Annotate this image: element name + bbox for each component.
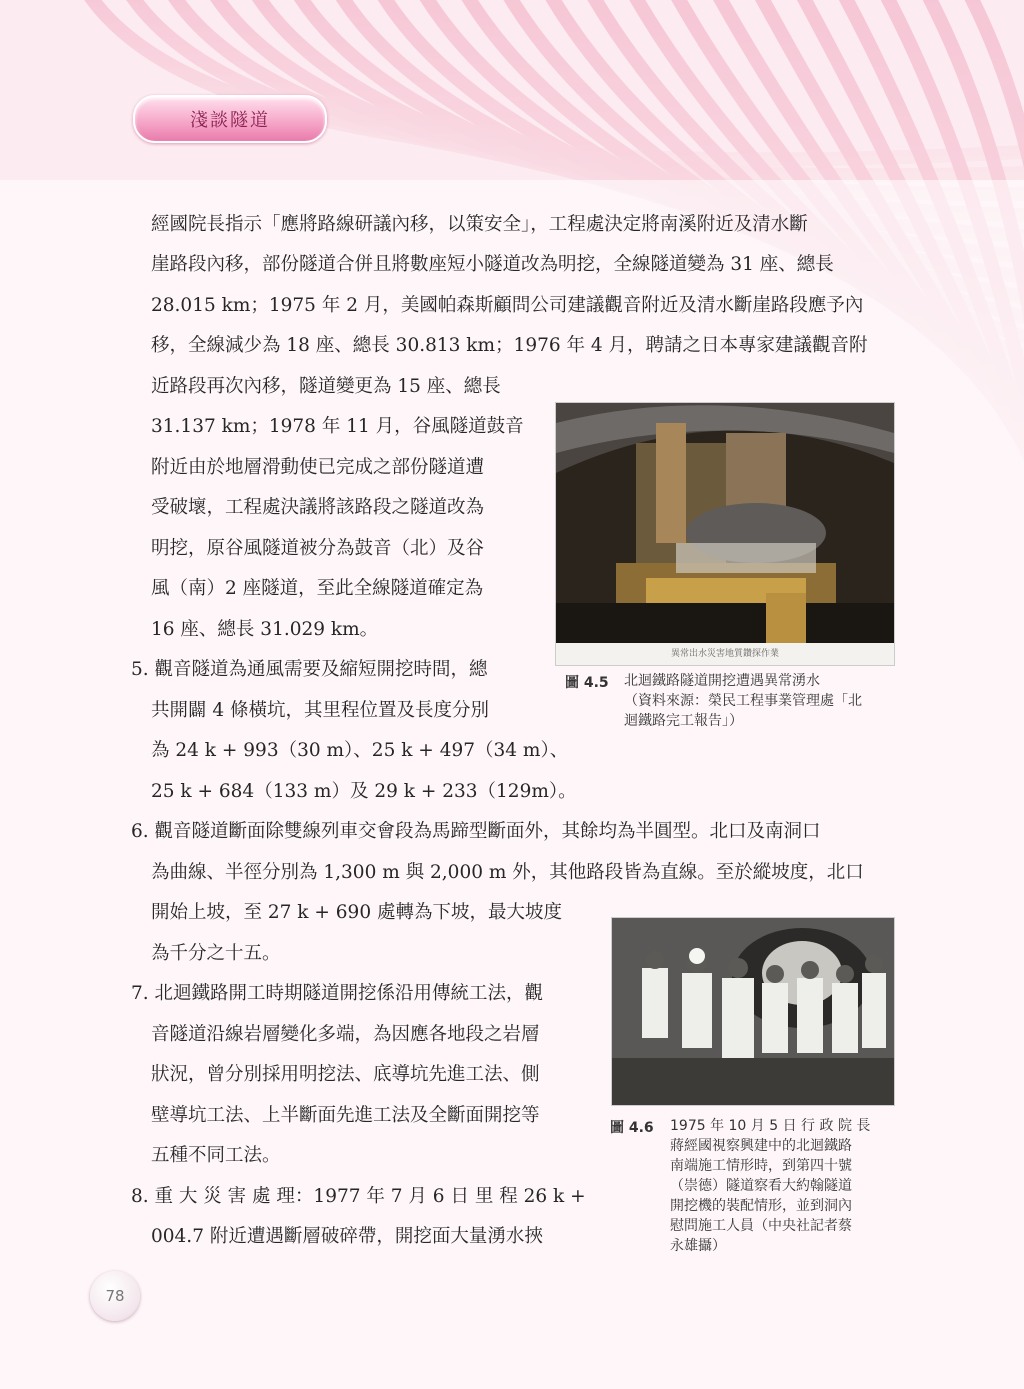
body-line: 25 k + 684（133 m）及 29 k + 233（129m）。	[151, 781, 577, 802]
caption-line: 蔣經國視察興建中的北迴鐵路	[670, 1138, 852, 1154]
body-line: 16 座、總長 31.029 km。	[151, 619, 379, 640]
body-line: 近路段再次內移，隧道變更為 15 座、總長	[151, 376, 501, 397]
figure-4-6-label: 圖 4.6	[610, 1120, 654, 1136]
caption-line: 慰問施工人員（中央社記者蔡	[670, 1218, 852, 1234]
page-number: 78	[105, 1287, 125, 1305]
figure-4-5-inner-caption: 異常出水災害地質鑽探作業	[556, 643, 894, 665]
caption-line: 1975 年 10 月 5 日 行 政 院 長	[670, 1118, 871, 1134]
figure-4-5-label: 圖 4.5	[565, 675, 609, 691]
body-line: 壁導坑工法、上半斷面先進工法及全斷面開挖等	[151, 1105, 540, 1126]
body-line: 7. 北迴鐵路開工時期隧道開挖係沿用傳統工法，觀	[131, 983, 544, 1004]
caption-line: 迴鐵路完工報告」）	[624, 713, 743, 729]
body-line: 風（南）2 座隧道，至此全線隧道確定為	[151, 578, 484, 599]
body-line: 5. 觀音隧道為通風需要及縮短開挖時間，總	[131, 659, 488, 680]
tunnel-drilling-photo	[556, 403, 894, 643]
body-line: 31.137 km；1978 年 11 月，谷風隧道鼓音	[151, 416, 524, 437]
body-line: 移，全線減少為 18 座、總長 30.813 km；1976 年 4 月，聘請之日本專家建議觀音附	[151, 335, 868, 356]
body-line: 為曲線、半徑分別為 1,300 m 與 2,000 m 外，其他路段皆為直線。至於縱坡度，北口	[151, 862, 864, 883]
caption-line: 開挖機的裝配情形，並到洞內	[670, 1198, 852, 1214]
caption-line: 永雄攝）	[670, 1238, 726, 1254]
body-line: 經國院長指示「應將路線研議內移，以策安全」，工程處決定將南溪附近及清水斷	[151, 214, 808, 235]
body-line: 共開闢 4 條橫坑，其里程位置及長度分別	[151, 700, 490, 721]
body-line: 6. 觀音隧道斷面除雙線列車交會段為馬蹄型斷面外，其餘均為半圓型。北口及南洞口	[131, 821, 821, 842]
body-line: 為千分之十五。	[151, 943, 281, 964]
body-line: 附近由於地層滑動使已完成之部份隧道遭	[151, 457, 485, 478]
body-line: 狀況，曾分別採用明挖法、底導坑先進工法、側	[151, 1064, 540, 1085]
caption-line: 北迴鐵路隧道開挖遭遇異常湧水	[624, 673, 820, 689]
inspection-visit-photo	[612, 918, 894, 1105]
body-line: 五種不同工法。	[151, 1145, 281, 1166]
figure-4-5-photo	[555, 402, 895, 666]
body-line: 28.015 km；1975 年 2 月，美國帕森斯顧問公司建議觀音附近及清水斷崖路段應予內	[151, 295, 864, 316]
caption-line: 南端施工情形時，到第四十號	[670, 1158, 852, 1174]
body-line: 音隧道沿線岩層變化多端，為因應各地段之岩層	[151, 1024, 540, 1045]
figure-4-6-photo	[611, 917, 895, 1106]
body-line: 開始上坡，至 27 k + 690 處轉為下坡，最大坡度	[151, 902, 562, 923]
body-line: 明挖，原谷風隧道被分為鼓音（北）及谷	[151, 538, 485, 559]
section-title-badge	[133, 95, 327, 143]
body-line: 8. 重 大 災 害 處 理：1977 年 7 月 6 日 里 程 26 k +	[131, 1186, 586, 1207]
body-line: 004.7 附近遭遇斷層破碎帶，開挖面大量湧水挾	[151, 1226, 543, 1247]
caption-line: （資料來源：榮民工程事業管理處「北	[624, 693, 862, 709]
body-line: 受破壞，工程處決議將該路段之隧道改為	[151, 497, 485, 518]
section-title: 淺談隧道	[190, 110, 270, 131]
body-line: 崖路段內移，部份隧道合併且將數座短小隧道改為明挖，全線隧道變為 31 座、總長	[151, 254, 834, 275]
caption-line: （崇德）隧道察看大約翰隧道	[670, 1178, 852, 1194]
body-line: 為 24 k + 993（30 m）、25 k + 497（34 m）、	[151, 740, 569, 761]
page-number-badge	[90, 1271, 140, 1321]
